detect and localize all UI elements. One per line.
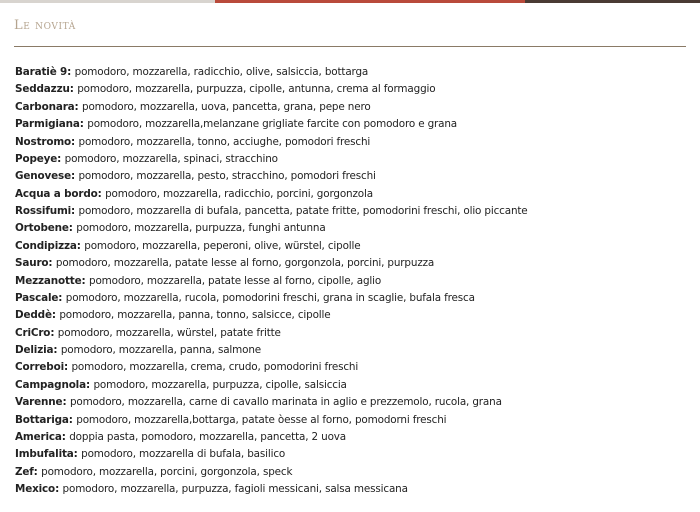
pizza-name: Nostromo (15, 135, 72, 148)
pizza-ingredients: pomodoro, mozzarella, purpuzza, cipolle, antunna, crema al formaggio (77, 83, 436, 96)
pizza-name: Baratiè 9 (15, 66, 68, 78)
name-separator: : (68, 222, 77, 235)
pizza-ingredients: pomodoro, mozzarella, rucola, pomodorini freschi, grana in scaglie, bufala fresca (65, 291, 475, 304)
pizza-name: Deddè (15, 309, 52, 322)
name-separator: : (51, 309, 60, 322)
name-separator: : (97, 187, 106, 200)
menu-item (15, 359, 695, 376)
name-separator: : (48, 257, 56, 270)
pizza-name: Sauro (15, 257, 49, 270)
pizza-ingredients: pomodoro, mozzarella, panna, salmone (60, 344, 262, 356)
pizza-ingredients: pomodoro, mozzarella, crema, crudo, pomodorini freschi (71, 361, 359, 374)
name-separator: : (64, 361, 72, 374)
name-separator: : (55, 483, 63, 495)
pizza-ingredients: pomodoro, mozzarella,melanzane grigliate farcite con pomodoro e grana (87, 118, 458, 131)
pizza-name: Bottariga (15, 413, 69, 426)
section-title: Le novità (14, 18, 76, 33)
pizza-ingredients: pomodoro, mozzarella, panna, tonno, salsicce, cipolle (59, 309, 331, 322)
top-strip-segment-right (525, 0, 700, 3)
name-separator: : (57, 152, 65, 165)
pizza-name: Ortobene (15, 222, 69, 235)
name-separator: : (73, 448, 82, 461)
name-separator: : (68, 413, 77, 426)
pizza-ingredients: pomodoro, mozzarella, patate lesse al forno, gorgonzola, porcini, purpuzza (55, 257, 435, 270)
pizza-ingredients: pomodoro, mozzarella, peperoni, olive, würstel, cipolle (84, 239, 361, 252)
name-separator: : (33, 465, 42, 478)
pizza-name: Popeye (15, 152, 58, 165)
pizza-name: Mezzanotte (15, 274, 82, 287)
menu-item (15, 394, 695, 411)
menu-item (15, 307, 695, 324)
pizza-ingredients: pomodoro, mozzarella, spinaci, stracchino (64, 152, 278, 165)
name-separator: : (62, 396, 70, 409)
menu-item (15, 290, 695, 307)
pizza-ingredients: pomodoro, mozzarella,bottarga, patate òesse al forno, pomodorni freschi (76, 413, 447, 426)
menu-item (15, 238, 695, 255)
pizza-name: Rossifumi (15, 205, 72, 217)
name-separator: : (69, 83, 78, 96)
menu-item (15, 151, 695, 168)
pizza-name: Condipizza (15, 239, 77, 252)
menu-item (15, 325, 695, 342)
pizza-name: Zef (15, 465, 34, 478)
menu-item (15, 134, 695, 151)
pizza-ingredients: pomodoro, mozzarella, porcini, gorgonzola, speck (41, 465, 293, 478)
menu-item (15, 168, 695, 185)
name-separator: : (61, 430, 70, 443)
pizza-name: Varenne (15, 396, 63, 409)
name-separator: : (71, 135, 79, 148)
pizza-ingredients: pomodoro, mozzarella, tonno, acciughe, pomodori freschi (78, 135, 371, 148)
pizza-ingredients: pomodoro, mozzarella, patate lesse al forno, cipolle, aglio (89, 274, 382, 287)
name-separator: : (53, 344, 61, 356)
pizza-ingredients: pomodoro, mozzarella, pesto, stracchino, pomodori freschi (78, 170, 376, 183)
top-strip-segment-middle (215, 0, 525, 3)
name-separator: : (71, 205, 79, 217)
pizza-name: Imbufalita (15, 448, 74, 461)
pizza-name: CriCro (15, 326, 51, 339)
menu-item (15, 342, 695, 359)
pizza-ingredients: pomodoro, mozzarella, purpuzza, cipolle, salsiccia (93, 378, 347, 391)
menu-item (15, 99, 695, 116)
menu-item (15, 220, 695, 237)
menu-item (15, 255, 695, 272)
name-separator: : (50, 326, 58, 339)
name-separator: : (67, 66, 75, 78)
pizza-name: Carbonara (15, 100, 75, 113)
pizza-ingredients: pomodoro, mozzarella di bufala, pancetta, patate fritte, pomodorini freschi, olio piccante (78, 205, 528, 217)
menu-item (15, 186, 695, 203)
menu-item (15, 481, 695, 498)
pizza-name: Seddazzu (15, 83, 70, 96)
menu-item (15, 273, 695, 290)
top-decorative-strip (0, 0, 700, 3)
top-strip-segment-left (0, 0, 215, 3)
pizza-ingredients: pomodoro, mozzarella, radicchio, olive, salsiccia, bottarga (74, 66, 369, 78)
name-separator: : (85, 378, 94, 391)
pizza-name: Acqua a bordo (15, 187, 98, 200)
pizza-ingredients: doppia pasta, pomodoro, mozzarella, pancetta, 2 uova (69, 430, 347, 443)
menu-item (15, 377, 695, 394)
pizza-name: Delizia (15, 344, 54, 356)
menu-item (15, 446, 695, 463)
name-separator: : (81, 274, 89, 287)
pizza-ingredients: pomodoro, mozzarella di bufala, basilico (81, 448, 286, 461)
pizza-ingredients: pomodoro, mozzarella, purpuzza, funghi antunna (76, 222, 326, 235)
menu-item (15, 64, 695, 81)
pizza-ingredients: pomodoro, mozzarella, uova, pancetta, grana, pepe nero (82, 100, 371, 113)
name-separator: : (58, 291, 66, 304)
pizza-ingredients: pomodoro, mozzarella, carne di cavallo marinata in aglio e prezzemolo, rucola, grana (69, 396, 502, 409)
pizza-name: Pascale (15, 291, 59, 304)
pizza-ingredients: pomodoro, mozzarella, würstel, patate fritte (57, 326, 281, 339)
name-separator: : (70, 170, 79, 183)
name-separator: : (74, 100, 83, 113)
menu-item (15, 116, 695, 133)
section-header (14, 14, 686, 47)
pizza-menu-list (15, 64, 695, 498)
pizza-name: Genovese (15, 170, 71, 183)
menu-item (15, 464, 695, 481)
pizza-ingredients: pomodoro, mozzarella, purpuzza, fagioli messicani, salsa messicana (62, 483, 408, 495)
menu-item (15, 81, 695, 98)
name-separator: : (76, 239, 85, 252)
menu-item (15, 203, 695, 220)
pizza-name: Parmigiana (15, 118, 80, 131)
pizza-name: Mexico (15, 483, 56, 495)
pizza-ingredients: pomodoro, mozzarella, radicchio, porcini, gorgonzola (105, 187, 373, 200)
name-separator: : (79, 118, 88, 131)
menu-item (15, 429, 695, 446)
pizza-name: America (15, 430, 62, 443)
pizza-name: Correboi (15, 361, 64, 374)
pizza-name: Campagnola (15, 378, 86, 391)
menu-item (15, 412, 695, 429)
